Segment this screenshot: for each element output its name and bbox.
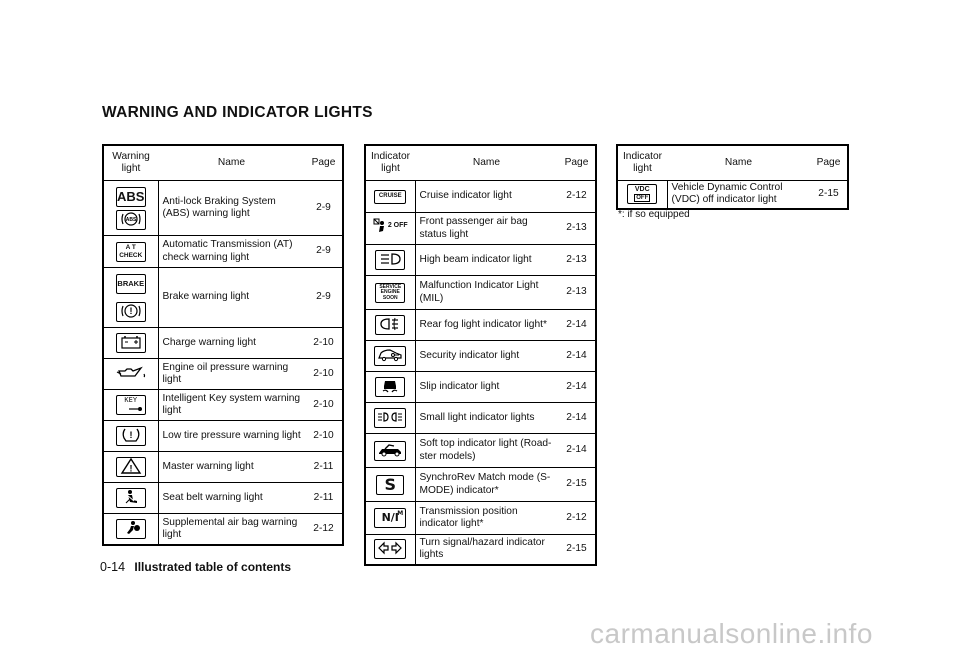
- table-row: [365, 245, 596, 276]
- column-header-page: Page: [558, 145, 596, 181]
- battery-charge-icon: [116, 333, 146, 353]
- row-name: Vehicle Dynamic Control (VDC) off indicator light: [667, 181, 810, 209]
- table-row: [365, 213, 596, 245]
- row-page: 2-12: [558, 502, 596, 535]
- row-page: 2-14: [558, 341, 596, 372]
- brake-circle-icon: [116, 302, 146, 322]
- row-page: 2-10: [305, 421, 343, 452]
- table-row: [103, 514, 343, 545]
- air-bag-icon: [116, 519, 146, 539]
- vdc-indicator-table: [616, 144, 849, 210]
- row-name: High beam indicator light: [415, 245, 558, 276]
- row-page: 2-9: [305, 181, 343, 236]
- row-name: Master warning light: [158, 452, 305, 483]
- transmission-position-label: N/I: [381, 511, 399, 524]
- abs-circle-icon: [116, 210, 146, 230]
- vdc-off-label: OFF: [636, 195, 649, 202]
- table-row: [365, 310, 596, 341]
- table-row: [617, 181, 848, 209]
- table-row: [365, 502, 596, 535]
- seat-belt-icon: [116, 488, 146, 508]
- svg-text:!: !: [129, 430, 133, 440]
- table-row: [103, 483, 343, 514]
- row-name: Soft top indicator light (Road-ster models): [415, 434, 558, 468]
- page-number: 0-14: [100, 560, 126, 574]
- row-name: Brake warning light: [158, 268, 305, 328]
- intelligent-key-icon: [116, 395, 146, 415]
- row-page: 2-13: [558, 245, 596, 276]
- table-row: [365, 341, 596, 372]
- row-page: 2-14: [558, 403, 596, 434]
- row-page: 2-13: [558, 213, 596, 245]
- transmission-manual-mark: M: [397, 510, 404, 517]
- row-page: 2-14: [558, 434, 596, 468]
- row-name: Front passenger air bag status light: [415, 213, 558, 245]
- row-name: Turn signal/hazard indicator lights: [415, 535, 558, 565]
- column-header-page: Page: [810, 145, 848, 181]
- row-page: 2-10: [305, 390, 343, 421]
- key-icon-label: KEY: [124, 396, 138, 404]
- row-page: 2-13: [558, 276, 596, 310]
- table-row: [103, 452, 343, 483]
- row-page: 2-14: [558, 372, 596, 403]
- row-page: 2-10: [305, 359, 343, 390]
- row-name: Rear fog light indicator light*: [415, 310, 558, 341]
- indicator-lights-table: [364, 144, 597, 566]
- table-row: [365, 403, 596, 434]
- s-mode-icon: S: [376, 475, 404, 495]
- column-header-light: Warning light: [103, 145, 158, 181]
- row-page: 2-15: [810, 181, 848, 209]
- table-row: [103, 421, 343, 452]
- row-page: 2-9: [305, 236, 343, 268]
- table-header-row: [365, 145, 596, 181]
- page-footer: [100, 560, 291, 574]
- service-engine-soon-icon: SERVICE ENGINE SOON: [375, 283, 405, 303]
- turn-signal-icon: [374, 539, 406, 559]
- row-name: Transmission position indicator light*: [415, 502, 558, 535]
- section-title: Illustrated table of contents: [134, 560, 292, 574]
- at-check-icon: A T CHECK: [116, 242, 146, 262]
- row-name: Security indicator light: [415, 341, 558, 372]
- tire-pressure-icon: [116, 426, 146, 446]
- table-row: [365, 372, 596, 403]
- row-page: 2-15: [558, 468, 596, 502]
- svg-text:ABS: ABS: [125, 216, 137, 223]
- table-header-row: [103, 145, 343, 181]
- abs-warning-icon: ABS: [116, 187, 146, 207]
- brake-warning-icon: BRAKE: [116, 274, 146, 294]
- row-name: Intelligent Key system warning light: [158, 390, 305, 421]
- row-name: Cruise indicator light: [415, 181, 558, 213]
- table-row: [365, 434, 596, 468]
- row-page: 2-11: [305, 483, 343, 514]
- row-name: Low tire pressure warning light: [158, 421, 305, 452]
- row-page: 2-10: [305, 328, 343, 359]
- row-name: Small light indicator lights: [415, 403, 558, 434]
- row-page: 2-15: [558, 535, 596, 565]
- table-row: [103, 268, 343, 328]
- row-name: Charge warning light: [158, 328, 305, 359]
- high-beam-icon: [375, 250, 405, 270]
- row-page: 2-11: [305, 452, 343, 483]
- row-name: Engine oil pressure warning light: [158, 359, 305, 390]
- security-car-icon: [374, 346, 406, 366]
- oil-can-icon: [115, 363, 147, 385]
- svg-text:!: !: [129, 305, 133, 316]
- table-row: [365, 181, 596, 213]
- table-row: [103, 181, 343, 236]
- row-name: Seat belt warning light: [158, 483, 305, 514]
- row-name: SynchroRev Match mode (S-MODE) indicator*: [415, 468, 558, 502]
- soft-top-icon: [374, 441, 406, 461]
- column-header-light: Indicator light: [365, 145, 415, 181]
- column-header-name: Name: [158, 145, 305, 181]
- table-row: [103, 390, 343, 421]
- row-name: Anti-lock Braking System (ABS) warning light: [158, 181, 305, 236]
- row-name: Automatic Transmission (AT) check warning light: [158, 236, 305, 268]
- cruise-icon: CRUISE: [374, 190, 406, 204]
- column-header-name: Name: [415, 145, 558, 181]
- watermark: carmanualsonline.info: [590, 618, 873, 649]
- master-warning-icon: [116, 457, 146, 477]
- row-name: Slip indicator light: [415, 372, 558, 403]
- table-header-row: [617, 145, 848, 181]
- vdc-off-icon: [627, 184, 657, 204]
- small-light-icon: [374, 408, 406, 428]
- row-name: Supplemental air bag warning light: [158, 514, 305, 545]
- row-page: 2-14: [558, 310, 596, 341]
- table-row: [103, 328, 343, 359]
- svg-text:!: !: [129, 463, 133, 474]
- page-title: WARNING AND INDICATOR LIGHTS: [102, 104, 373, 121]
- row-name: Malfunction Indicator Light (MIL): [415, 276, 558, 310]
- column-header-light: Indicator light: [617, 145, 667, 181]
- row-page: 2-12: [305, 514, 343, 545]
- table-row: [103, 236, 343, 268]
- table-row: [365, 276, 596, 310]
- table-row: [365, 468, 596, 502]
- row-page: 2-12: [558, 181, 596, 213]
- transmission-position-icon: [374, 508, 406, 528]
- column-header-page: Page: [305, 145, 343, 181]
- slip-icon: [375, 377, 405, 397]
- passenger-airbag-off-label: 2 OFF: [387, 222, 408, 230]
- rear-fog-icon: [375, 315, 405, 335]
- column-header-name: Name: [667, 145, 810, 181]
- footnote: *: if so equipped: [618, 209, 690, 220]
- table-row: [103, 359, 343, 390]
- table-row: [365, 535, 596, 565]
- warning-lights-table: [102, 144, 344, 546]
- vdc-icon-label: VDC: [634, 186, 650, 194]
- row-page: 2-9: [305, 268, 343, 328]
- passenger-airbag-off-icon: [373, 218, 408, 234]
